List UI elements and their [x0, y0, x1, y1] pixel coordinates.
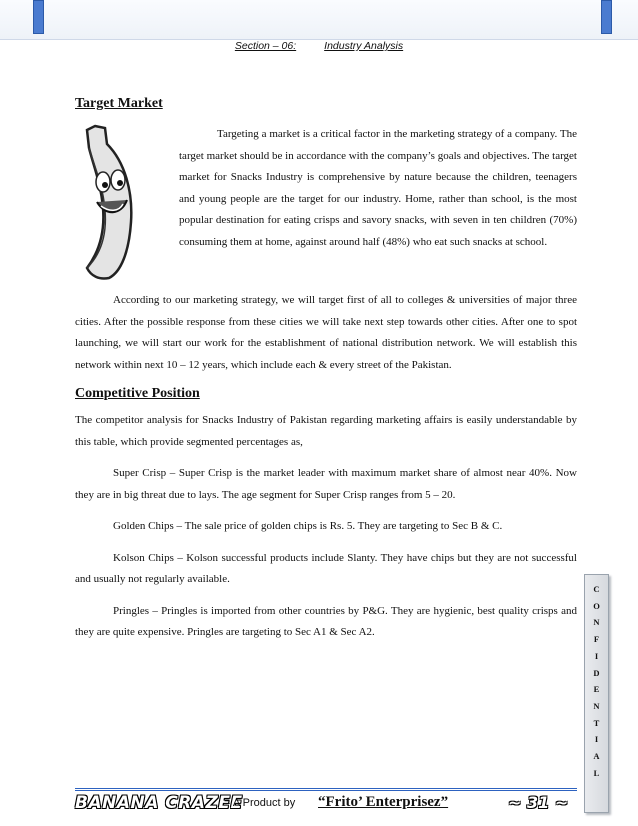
competitor-golden-chips: Golden Chips – The sale price of golden chips is Rs. 5. They are targeting to Sec B & C.	[113, 520, 503, 532]
footer-rule	[75, 788, 577, 791]
confidential-tab	[584, 574, 609, 813]
competitor-pringles: Pringles – Pringles is imported from other countries by P&G. They are hygienic, best quality crisps and they are quite expensive. Pringles are targeting to Sec A1 & Sec A2.	[75, 604, 577, 638]
confidential-letter: T	[593, 717, 600, 728]
brand-logo: BANANA CRAZEE	[75, 793, 243, 813]
company-name: “Frito’ Enterprisez”	[318, 794, 449, 810]
target-market-intro: Targeting a market is a critical factor in the marketing strategy of a company. The target market should be in accordance with the company’s goals and objectives. The target market for Snacks Industry is comprehensive by nature because the children, teenagers and young people are the target for our industry. Home, rather than school, is the most popular destination for eating crisps and savory snacks, with seven in ten children (70%) consuming them at home, against around half (48%) who eat such snacks at school.	[179, 128, 577, 248]
target-market-heading: Target Market	[75, 96, 163, 111]
confidential-letter: I	[594, 734, 599, 745]
section-label: Section – 06:	[234, 40, 297, 52]
page-content	[75, 96, 577, 644]
confidential-letter: N	[593, 700, 600, 711]
page-footer	[75, 793, 577, 817]
confidential-letter: C	[593, 584, 600, 594]
section-title: Industry Analysis	[324, 40, 404, 52]
corner-tab-right	[601, 0, 612, 34]
confidential-letter: A	[593, 751, 600, 762]
confidential-letter: D	[593, 667, 600, 678]
corner-tab-left	[33, 0, 44, 34]
footer-tagline: = A Product by	[224, 797, 296, 809]
top-bar	[0, 0, 638, 40]
confidential-letter: L	[593, 767, 600, 778]
target-market-strategy: According to our marketing strategy, we will target first of all to colleges & universities of major three cities. After the possible response from these cities we will take next step towards other cities. After one to spot launching, we will start our work for the establishment of national distribution network. We will establish this network within next 10 – 12 years, which include each & every street of the Pakistan.	[75, 294, 577, 371]
competitor-super-crisp: Super Crisp – Super Crisp is the market leader with maximum market share of almost near 40%. Now they are in big threat due to lays. The age segment for Super Crisp ranges from 5 – 20.	[75, 467, 577, 501]
smiling-banana-icon	[65, 122, 165, 282]
confidential-letter: N	[593, 617, 600, 628]
confidential-letter: F	[593, 634, 600, 645]
confidential-letter: O	[593, 600, 600, 611]
confidential-letter: I	[594, 650, 599, 661]
competitor-kolson-chips: Kolson Chips – Kolson successful products include Slanty. They have chips but they are not successful and usually not regularly available.	[75, 551, 577, 585]
competitive-position-heading: Competitive Position	[75, 386, 200, 401]
target-market-block	[75, 124, 577, 276]
competitive-position-intro: The competitor analysis for Snacks Industry of Pakistan regarding marketing affairs is easily understandable by this table, which provide segmented percentages as,	[75, 414, 577, 448]
page-header	[0, 40, 638, 52]
confidential-letter: E	[593, 684, 600, 695]
page-number: ~ 31 ~	[508, 793, 569, 812]
